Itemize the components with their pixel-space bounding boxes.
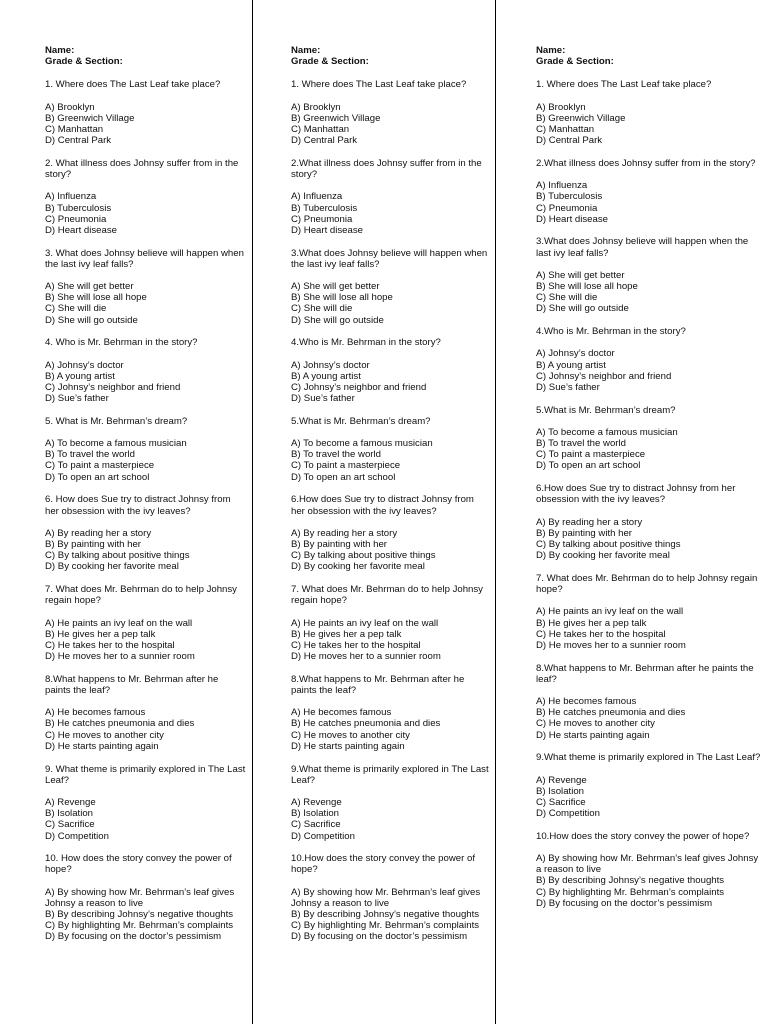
answer-option-a: A) He paints an ivy leaf on the wall <box>291 617 439 629</box>
answer-option-a: A) To become a famous musician <box>291 438 433 450</box>
answer-option-b: B) By painting with her <box>536 527 632 539</box>
question-text: 9. What theme is primarily explored in The Last Leaf? <box>45 763 246 786</box>
answer-option-c: C) Sacrifice <box>536 796 586 808</box>
answer-options <box>45 797 246 842</box>
answer-option-c: C) Johnsy’s neighbor and friend <box>536 370 672 382</box>
question-text: 4.Who is Mr. Behrman in the story? <box>536 326 686 338</box>
answer-option-d: D) By cooking her favorite meal <box>291 561 425 573</box>
grade-section-label: Grade & Section: <box>291 56 369 68</box>
question-1 <box>291 79 489 146</box>
answer-option-d: D) Central Park <box>291 135 358 147</box>
answer-option-c: C) Pneumonia <box>536 202 598 214</box>
answer-option-a: A) Brooklyn <box>291 101 341 113</box>
answer-option-d: D) Sue’s father <box>536 381 600 393</box>
question-text: 7. What does Mr. Behrman do to help Johnsy regain hope? <box>536 572 758 596</box>
question-list <box>45 79 246 942</box>
answer-option-d: D) Central Park <box>45 135 112 147</box>
answer-option-b: B) She will lose all hope <box>45 292 147 304</box>
answer-option-b: B) Tuberculosis <box>45 202 112 214</box>
answer-option-b: B) Greenwich Village <box>536 112 626 124</box>
question-6 <box>45 494 246 572</box>
answer-option-b: B) Isolation <box>291 808 339 820</box>
answer-options <box>45 707 246 752</box>
question-7 <box>536 573 762 651</box>
question-8 <box>291 674 489 752</box>
answer-options <box>45 618 246 663</box>
answer-option-a: A) He becomes famous <box>45 707 146 719</box>
question-text: 4.Who is Mr. Behrman in the story? <box>291 337 441 349</box>
name-label: Name: <box>291 45 321 56</box>
answer-options <box>536 517 762 562</box>
answer-option-c: C) To paint a masterpiece <box>45 460 155 472</box>
answer-option-b: B) By describing Johnsy’s negative thoughts <box>291 909 480 921</box>
answer-option-b: B) To travel the world <box>291 449 381 461</box>
answer-option-b: B) He catches pneumonia and dies <box>291 718 441 730</box>
question-text: 8.What happens to Mr. Behrman after he paints the leaf? <box>291 673 465 697</box>
answer-options <box>291 191 489 236</box>
answer-option-a: A) Johnsy’s doctor <box>291 359 370 371</box>
answer-option-c: C) She will die <box>536 292 598 304</box>
answer-options <box>536 102 762 147</box>
answer-option-c: C) Manhattan <box>536 124 595 136</box>
answer-options <box>536 270 762 315</box>
answer-option-a: A) Revenge <box>536 774 587 786</box>
answer-option-c: C) Manhattan <box>45 124 104 136</box>
question-10 <box>291 853 489 942</box>
answer-options <box>536 853 762 909</box>
question-4 <box>291 337 489 404</box>
answer-option-d: D) He starts painting again <box>291 740 405 752</box>
answer-options <box>291 281 489 326</box>
question-text: 8.What happens to Mr. Behrman after he paints the leaf? <box>536 662 754 685</box>
answer-option-d: D) He moves her to a sunnier room <box>536 639 686 651</box>
question-text: 10.How does the story convey the power of hope? <box>291 853 475 876</box>
answer-option-c: C) He takes her to the hospital <box>536 628 666 640</box>
grade-section-label: Grade & Section: <box>536 56 614 68</box>
question-1 <box>45 79 246 146</box>
answer-option-b: B) Isolation <box>536 785 584 797</box>
answer-option-a: A) He paints an ivy leaf on the wall <box>45 617 193 629</box>
answer-option-c: C) Pneumonia <box>45 213 107 225</box>
answer-options <box>536 348 762 393</box>
answer-option-a: A) He becomes famous <box>536 696 637 708</box>
answer-option-b: B) A young artist <box>291 370 361 382</box>
answer-option-b: B) Greenwich Village <box>45 112 135 124</box>
question-text: 2.What illness does Johnsy suffer from in the story? <box>291 157 482 181</box>
answer-option-a: A) He paints an ivy leaf on the wall <box>536 606 684 618</box>
question-text: 2.What illness does Johnsy suffer from in the story? <box>536 157 756 169</box>
question-text: 5.What is Mr. Behrman’s dream? <box>291 415 431 427</box>
answer-options <box>45 360 246 405</box>
answer-option-d: D) Sue’s father <box>45 393 109 405</box>
answer-option-a: A) Influenza <box>45 191 97 203</box>
answer-options <box>291 618 489 663</box>
question-2 <box>291 158 489 236</box>
answer-option-a: A) By reading her a story <box>291 527 398 539</box>
answer-option-d: D) Sue’s father <box>291 393 355 405</box>
answer-option-d: D) She will go outside <box>291 314 384 326</box>
answer-option-c: C) To paint a masterpiece <box>536 449 646 461</box>
question-5 <box>536 405 762 472</box>
answer-option-b: B) Tuberculosis <box>536 191 603 203</box>
answer-option-b: B) Isolation <box>45 808 93 820</box>
answer-option-c: C) He takes her to the hospital <box>45 639 175 651</box>
answer-option-c: C) By talking about positive things <box>45 550 190 562</box>
question-text: 6.How does Sue try to distract Johnsy from her obsession with the ivy leaves? <box>536 483 736 506</box>
answer-option-d: D) By focusing on the doctor’s pessimism <box>45 931 222 943</box>
answer-option-c: C) Sacrifice <box>45 819 95 831</box>
answer-option-a: A) By showing how Mr. Behrman’s leaf gives Johnsy a reason to live <box>45 886 235 909</box>
question-text: 1. Where does The Last Leaf take place? <box>536 79 712 91</box>
answer-options <box>45 281 246 326</box>
answer-option-c: C) Sacrifice <box>291 819 341 831</box>
answer-option-c: C) Pneumonia <box>291 213 353 225</box>
answer-options <box>291 797 489 842</box>
answer-option-a: A) To become a famous musician <box>45 438 187 450</box>
question-7 <box>45 584 246 662</box>
answer-option-c: C) By highlighting Mr. Behrman’s complaints <box>536 886 725 898</box>
answer-option-d: D) Heart disease <box>291 224 363 236</box>
question-9 <box>536 752 762 819</box>
answer-options <box>536 180 762 225</box>
answer-option-d: D) She will go outside <box>536 303 629 315</box>
answer-option-b: B) A young artist <box>536 359 606 371</box>
question-3 <box>291 248 489 326</box>
answer-options <box>536 427 762 472</box>
answer-option-d: D) By focusing on the doctor’s pessimism <box>291 931 468 943</box>
answer-option-b: B) He gives her a pep talk <box>536 617 647 629</box>
question-10 <box>536 831 762 909</box>
question-text: 3.What does Johnsy believe will happen when the last ivy leaf falls? <box>536 236 749 259</box>
answer-option-d: D) He moves her to a sunnier room <box>291 651 441 663</box>
question-9 <box>291 764 489 842</box>
answer-option-a: A) Influenza <box>291 191 343 203</box>
answer-option-b: B) Tuberculosis <box>291 202 358 214</box>
quiz-column-1 <box>0 0 252 1024</box>
answer-option-a: A) By reading her a story <box>45 527 152 539</box>
answer-option-a: A) Johnsy’s doctor <box>45 359 124 371</box>
answer-option-b: B) He catches pneumonia and dies <box>45 718 195 730</box>
answer-options <box>291 102 489 147</box>
answer-options <box>291 438 489 483</box>
question-text: 3. What does Johnsy believe will happen when the last ivy leaf falls? <box>45 247 244 270</box>
answer-option-d: D) He moves her to a sunnier room <box>45 651 195 663</box>
answer-option-c: C) By highlighting Mr. Behrman’s complaints <box>291 920 480 932</box>
question-text: 8.What happens to Mr. Behrman after he paints the leaf? <box>45 673 219 697</box>
question-text: 6. How does Sue try to distract Johnsy from her obsession with the ivy leaves? <box>45 494 231 517</box>
question-text: 5.What is Mr. Behrman’s dream? <box>536 404 676 416</box>
answer-option-d: D) He starts painting again <box>536 729 650 741</box>
answer-option-d: D) Central Park <box>536 135 603 147</box>
question-8 <box>536 663 762 741</box>
question-5 <box>291 416 489 483</box>
question-text: 4. Who is Mr. Behrman in the story? <box>45 337 198 349</box>
grade-section-label: Grade & Section: <box>45 56 123 68</box>
answer-options <box>536 606 762 651</box>
question-list <box>536 79 762 909</box>
answer-option-a: A) Influenza <box>536 180 588 192</box>
question-text: 1. Where does The Last Leaf take place? <box>45 79 221 91</box>
answer-options <box>536 775 762 820</box>
question-4 <box>45 337 246 404</box>
quiz-column-3 <box>495 0 768 1024</box>
answer-option-a: A) By reading her a story <box>536 516 643 528</box>
question-text: 9.What theme is primarily explored in The Last Leaf? <box>291 763 489 786</box>
question-text: 7. What does Mr. Behrman do to help Johnsy regain hope? <box>291 584 483 607</box>
answer-option-a: A) Brooklyn <box>45 101 95 113</box>
answer-option-c: C) By talking about positive things <box>536 539 681 550</box>
answer-option-c: C) He moves to another city <box>536 718 655 730</box>
name-label: Name: <box>45 45 75 56</box>
question-text: 3.What does Johnsy believe will happen when the last ivy leaf falls? <box>291 247 488 270</box>
answer-option-c: C) He moves to another city <box>45 729 164 741</box>
question-text: 6.How does Sue try to distract Johnsy from her obsession with the ivy leaves? <box>291 494 474 517</box>
answer-option-a: A) She will get better <box>45 281 134 293</box>
answer-option-b: B) He gives her a pep talk <box>45 628 156 640</box>
answer-option-b: B) By describing Johnsy’s negative thoughts <box>536 875 725 887</box>
answer-option-b: B) He catches pneumonia and dies <box>536 707 686 719</box>
answer-option-b: B) He gives her a pep talk <box>291 628 402 640</box>
answer-option-b: B) She will lose all hope <box>536 281 638 293</box>
answer-option-c: C) Johnsy’s neighbor and friend <box>45 381 181 393</box>
answer-option-c: C) He moves to another city <box>291 729 410 741</box>
question-text: 10.How does the story convey the power of hope? <box>536 830 750 842</box>
answer-option-c: C) Johnsy’s neighbor and friend <box>291 381 427 393</box>
answer-options <box>45 887 246 943</box>
answer-option-c: C) He takes her to the hospital <box>291 639 421 651</box>
question-5 <box>45 416 246 483</box>
answer-option-d: D) Heart disease <box>536 213 608 225</box>
question-text: 10. How does the story convey the power of hope? <box>45 853 232 876</box>
answer-option-c: C) By highlighting Mr. Behrman’s complaints <box>45 920 234 932</box>
answer-option-a: A) To become a famous musician <box>536 426 678 438</box>
question-text: 5. What is Mr. Behrman’s dream? <box>45 415 188 427</box>
answer-option-b: B) A young artist <box>45 370 115 382</box>
answer-options <box>45 102 246 147</box>
question-9 <box>45 764 246 842</box>
answer-option-d: D) She will go outside <box>45 314 138 326</box>
answer-option-d: D) By focusing on the doctor’s pessimism <box>536 897 713 909</box>
answer-option-d: D) By cooking her favorite meal <box>45 561 179 573</box>
question-2 <box>536 158 762 225</box>
answer-option-d: D) To open an art school <box>536 460 641 472</box>
answer-option-c: C) Manhattan <box>291 124 350 136</box>
question-10 <box>45 853 246 942</box>
answer-option-b: B) To travel the world <box>536 438 626 450</box>
answer-option-b: B) By painting with her <box>291 539 387 550</box>
question-1 <box>536 79 762 146</box>
name-label: Name: <box>536 45 566 56</box>
answer-option-a: A) She will get better <box>536 269 625 281</box>
question-2 <box>45 158 246 236</box>
quiz-column-2 <box>252 0 495 1024</box>
answer-option-c: C) By talking about positive things <box>291 550 436 562</box>
question-7 <box>291 584 489 662</box>
answer-option-b: B) To travel the world <box>45 449 135 461</box>
answer-options <box>45 528 246 573</box>
answer-option-d: D) To open an art school <box>45 471 150 483</box>
answer-option-d: D) He starts painting again <box>45 740 159 752</box>
question-3 <box>536 236 762 314</box>
answer-option-b: B) She will lose all hope <box>291 292 393 304</box>
answer-option-a: A) She will get better <box>291 281 380 293</box>
answer-option-a: A) By showing how Mr. Behrman’s leaf gives Johnsy a reason to live <box>536 853 759 876</box>
answer-option-d: D) Competition <box>45 830 109 842</box>
question-text: 1. Where does The Last Leaf take place? <box>291 79 467 91</box>
answer-option-d: D) Heart disease <box>45 224 117 236</box>
answer-option-b: B) Greenwich Village <box>291 112 381 124</box>
answer-option-b: B) By describing Johnsy’s negative thoughts <box>45 909 234 921</box>
answer-option-a: A) By showing how Mr. Behrman’s leaf gives Johnsy a reason to live <box>291 886 481 909</box>
question-6 <box>291 494 489 572</box>
answer-option-b: B) By painting with her <box>45 539 141 550</box>
answer-options <box>291 887 489 943</box>
question-text: 9.What theme is primarily explored in The Last Leaf? <box>536 752 761 764</box>
question-8 <box>45 674 246 752</box>
answer-option-a: A) Johnsy’s doctor <box>536 348 615 360</box>
answer-options <box>291 528 489 573</box>
answer-option-a: A) Revenge <box>45 796 96 808</box>
question-text: 2. What illness does Johnsy suffer from in the story? <box>45 157 239 181</box>
question-list <box>291 79 489 942</box>
answer-options <box>536 696 762 741</box>
answer-option-a: A) Revenge <box>291 796 342 808</box>
answer-option-a: A) Brooklyn <box>536 101 586 113</box>
question-6 <box>536 483 762 561</box>
answer-option-d: D) Competition <box>291 830 355 842</box>
answer-options <box>291 707 489 752</box>
answer-option-a: A) He becomes famous <box>291 707 392 719</box>
answer-options <box>45 191 246 236</box>
answer-option-c: C) She will die <box>45 303 107 315</box>
answer-option-d: D) To open an art school <box>291 471 396 483</box>
answer-option-d: D) By cooking her favorite meal <box>536 550 670 562</box>
answer-options <box>45 438 246 483</box>
answer-option-d: D) Competition <box>536 808 600 820</box>
answer-option-c: C) To paint a masterpiece <box>291 460 401 472</box>
question-text: 7. What does Mr. Behrman do to help Johnsy regain hope? <box>45 584 237 607</box>
answer-option-c: C) She will die <box>291 303 353 315</box>
answer-options <box>291 360 489 405</box>
question-4 <box>536 326 762 393</box>
question-3 <box>45 248 246 326</box>
